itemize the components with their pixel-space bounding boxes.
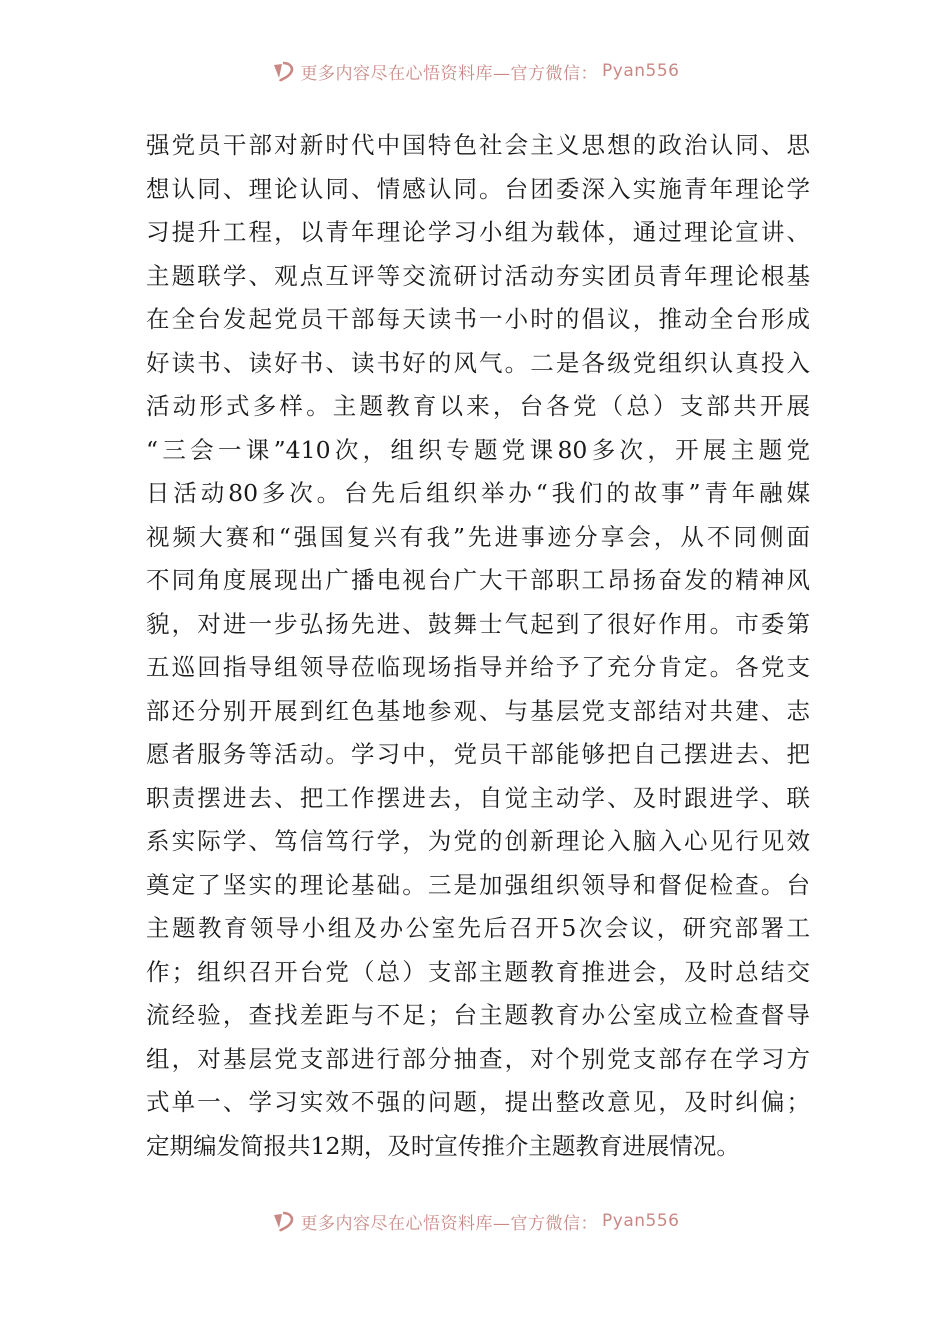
body-line: “三会一课”410次，组织专题党课80多次，开展主题党 xyxy=(146,435,810,464)
logo-icon xyxy=(271,1209,297,1233)
body-line: 不同角度展现出广播电视台广大干部职工昂扬奋发的精神风 xyxy=(146,566,810,594)
body-line: 日活动80多次。台先后组织举办“我们的故事”青年融媒 xyxy=(146,479,810,507)
body-line: 定期编发简报共12期，及时宣传推介主题教育进展情况。 xyxy=(146,1131,740,1160)
footer-watermark xyxy=(0,1206,950,1236)
body-line: 作；组织召开台党（总）支部主题教育推进会，及时总结交 xyxy=(146,957,810,986)
body-line: 愿者服务等活动。学习中，党员干部能够把自己摆进去、把 xyxy=(146,740,810,768)
body-line: 奠定了坚实的理论基础。三是加强组织领导和督促检查。台 xyxy=(146,870,810,899)
body-line: 习提升工程，以青年理论学习小组为载体，通过理论宣讲、 xyxy=(146,218,810,246)
body-line: 主题联学、观点互评等交流研讨活动夯实团员青年理论根基 xyxy=(146,261,810,290)
watermark-text: 更多内容尽在心悟资料库—官方微信： xyxy=(300,1213,599,1234)
body-line: 貌，对进一步弘扬先进、鼓舞士气起到了很好作用。市委第 xyxy=(146,609,810,638)
body-line: 职责摆进去、把工作摆进去，自觉主动学、及时跟进学、联 xyxy=(146,783,810,812)
body-line: 好读书、读好书、读书好的风气。二是各级党组织认真投入 xyxy=(146,348,810,377)
watermark-id: Pyan556 xyxy=(602,61,680,81)
body-line: 式单一、学习实效不强的问题，提出整改意见，及时纠偏； xyxy=(146,1088,810,1116)
body-line: 想认同、理论认同、情感认同。台团委深入实施青年理论学 xyxy=(146,174,810,203)
body-line: 主题教育领导小组及办公室先后召开5次会议，研究部署工 xyxy=(146,914,810,942)
logo-icon xyxy=(271,59,297,83)
body-line: 活动形式多样。主题教育以来，台各党（总）支部共开展 xyxy=(146,392,810,420)
body-line: 系实际学、笃信笃行学，为党的创新理论入脑入心见行见效 xyxy=(146,827,810,855)
body-line: 视频大赛和“强国复兴有我”先进事迹分享会，从不同侧面 xyxy=(146,522,810,551)
header-watermark xyxy=(0,56,950,86)
watermark-id: Pyan556 xyxy=(602,1211,680,1231)
body-line: 流经验，查找差距与不足；台主题教育办公室成立检查督导 xyxy=(146,1001,810,1029)
body-line: 组，对基层党支部进行部分抽查，对个别党支部存在学习方 xyxy=(146,1044,810,1073)
body-line: 在全台发起党员干部每天读书一小时的倡议，推动全台形成 xyxy=(146,305,810,333)
body-line: 强党员干部对新时代中国特色社会主义思想的政治认同、思 xyxy=(146,131,810,159)
body-line: 五巡回指导组领导莅临现场指导并给予了充分肯定。各党支 xyxy=(146,653,810,681)
watermark-text: 更多内容尽在心悟资料库—官方微信： xyxy=(300,63,599,84)
document-body xyxy=(146,124,810,1168)
body-line: 部还分别开展到红色基地参观、与基层党支部结对共建、志 xyxy=(146,696,810,725)
